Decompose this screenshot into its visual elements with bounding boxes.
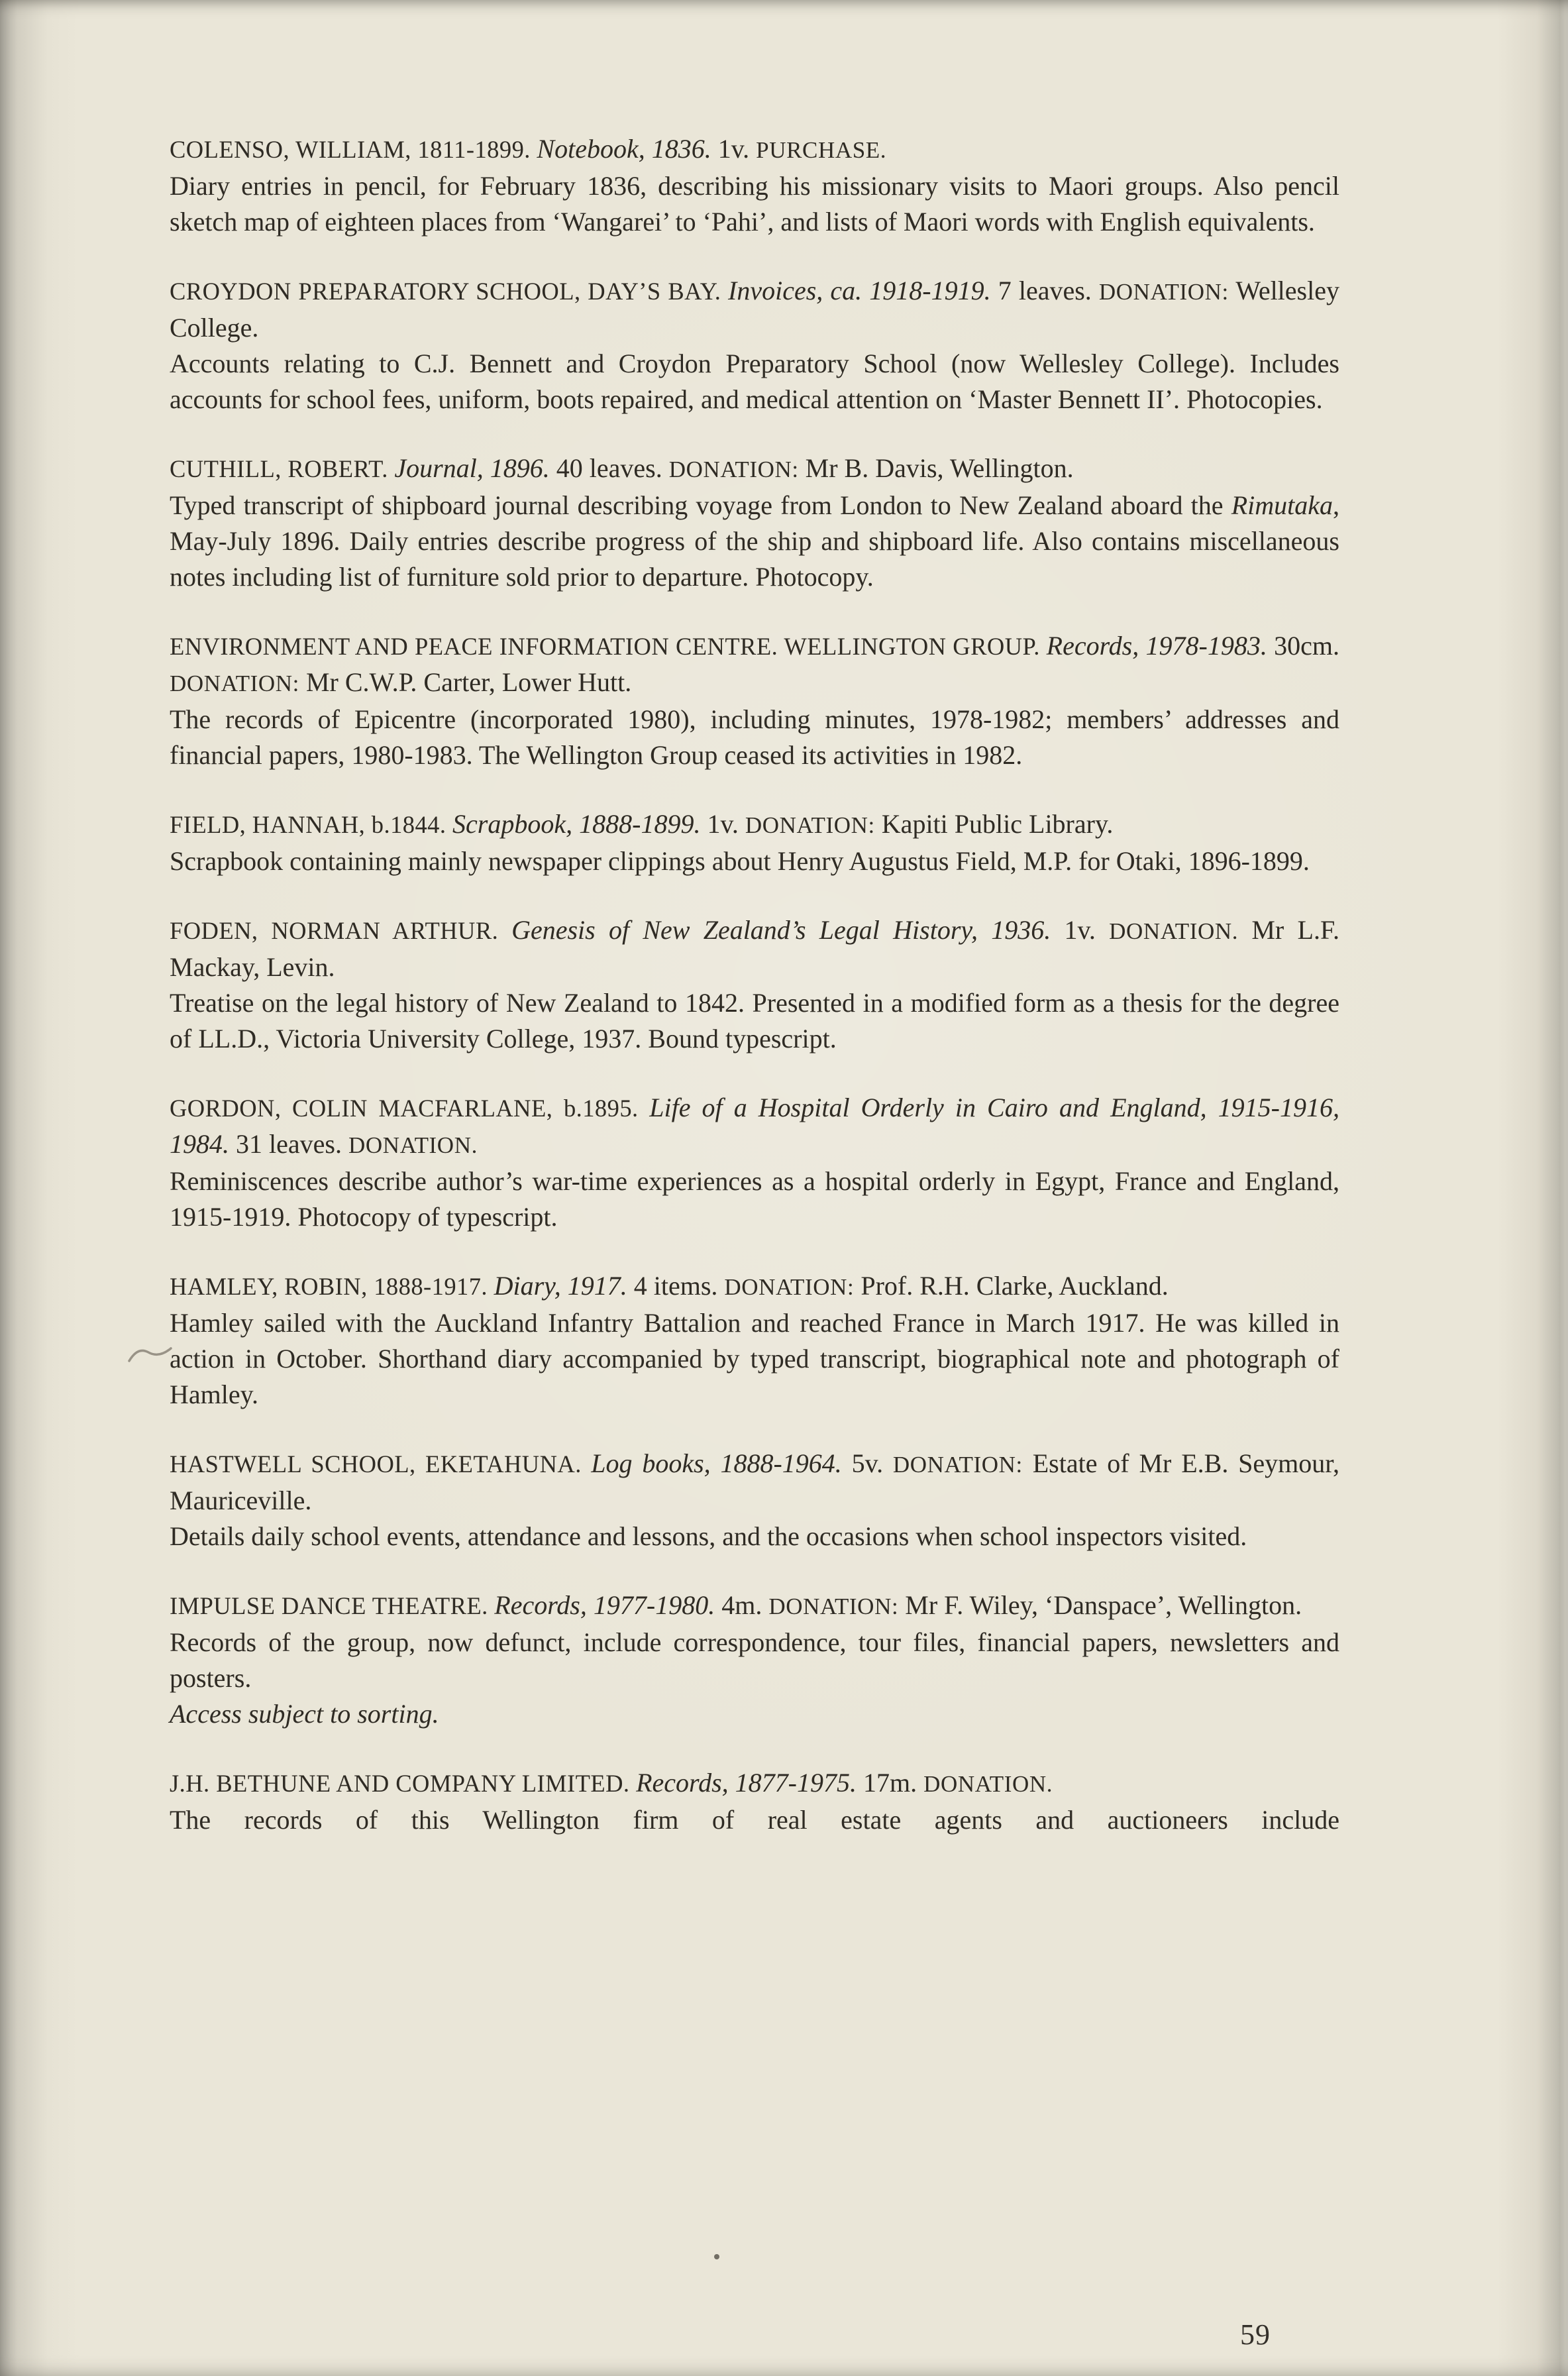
entry-acquisition-term: DONATION. (923, 1771, 1053, 1797)
entry-body-paragraph (170, 1625, 1339, 1696)
entry-name: FIELD, HANNAH, b.1844. (170, 811, 453, 838)
catalog-entry-7 (170, 1268, 1339, 1413)
entry-body-paragraph (170, 702, 1339, 773)
entry-acquisition-term: DONATION: (892, 1452, 1023, 1478)
entry-name: HASTWELL SCHOOL, EKETAHUNA. (170, 1450, 592, 1478)
entry-heading (170, 628, 1339, 702)
entry-title: Scrapbook, 1888-1899. (452, 809, 701, 839)
entry-title: Access subject to sorting. (170, 1699, 439, 1729)
entry-body-paragraph (170, 1696, 1339, 1732)
entry-heading (170, 131, 1339, 168)
entry-title: Records, 1978-1983. (1046, 631, 1267, 661)
catalog-entry-3 (170, 628, 1339, 773)
entry-acquisition-term: DONATION: (1098, 279, 1229, 305)
entry-text: The records of this Wellington firm of real estate agents and auctioneers include (170, 1805, 1339, 1835)
entry-text: Prof. R.H. Clarke, Auckland. (854, 1271, 1169, 1301)
entry-text: Treatise on the legal history of New Zealand to 1842. Presented in a modified form as a thesis for the degree of LL.D., Victoria University College, 1937. Bound typescript. (170, 988, 1339, 1053)
entry-text: 30cm. (1267, 631, 1339, 661)
entry-heading (170, 273, 1339, 346)
entry-text: Details daily school events, attendance and lessons, and the occasions when school inspectors visited. (170, 1521, 1247, 1551)
catalog-entry-4 (170, 806, 1339, 879)
entry-text: Mr B. Davis, Wellington. (798, 453, 1074, 483)
entry-text: , May-July 1896. Daily entries describe progress of the ship and shipboard life. Also contains miscellaneous notes including list of furniture sold prior to departure. Photocopy. (170, 490, 1339, 592)
entry-text: Mr L.F. Mackay, Levin. (170, 915, 1339, 982)
catalog-entry-6 (170, 1090, 1339, 1235)
entry-text: Diary entries in pencil, for February 1836, describing his missionary visits to Maori groups. Also pencil sketch map of eighteen places from ‘Wangarei’ to ‘Pahi’, and lists of Maori words with English equivalents. (170, 171, 1339, 237)
entry-acquisition-term: DONATION. (348, 1132, 478, 1158)
entry-acquisition-term: DONATION: (745, 812, 875, 838)
entry-name: ENVIRONMENT AND PEACE INFORMATION CENTRE. WELLINGTON GROUP. (170, 633, 1047, 660)
entry-text: Reminiscences describe author’s war-time experiences as a hospital orderly in Egypt, France and England, 1915-1919. Photocopy of typescript. (170, 1166, 1339, 1232)
entry-heading (170, 1588, 1339, 1625)
entry-text: Mr C.W.P. Carter, Lower Hutt. (299, 667, 632, 697)
entry-acquisition-term: DONATION: (170, 671, 299, 696)
scan-edge-shadow-left (0, 0, 48, 2376)
catalog-entry-5 (170, 912, 1339, 1057)
entry-body-paragraph (170, 1519, 1339, 1554)
entry-text: 1v. (700, 809, 745, 839)
entry-text: 17m. (857, 1768, 924, 1798)
entry-acquisition-term: DONATION: (724, 1274, 855, 1300)
entry-heading (170, 451, 1339, 488)
entry-name: J.H. BETHUNE AND COMPANY LIMITED. (170, 1770, 637, 1797)
catalog-entry-8 (170, 1446, 1339, 1554)
entry-text: Kapiti Public Library. (874, 809, 1114, 839)
entry-title: Genesis of New Zealand’s Legal History, 1936. (511, 915, 1051, 945)
entry-text: Estate of Mr E.B. Seymour, Mauriceville. (170, 1448, 1339, 1515)
entry-title: Log books, 1888-1964. (591, 1448, 842, 1478)
entry-body-paragraph (170, 843, 1339, 879)
catalog-entry-1 (170, 273, 1339, 417)
entry-text: Scrapbook containing mainly newspaper clippings about Henry Augustus Field, M.P. for Otaki, 1896-1899. (170, 846, 1310, 876)
entry-body-paragraph (170, 1163, 1339, 1235)
catalog-entry-2 (170, 451, 1339, 595)
entry-body-paragraph (170, 1802, 1339, 1838)
entry-text: 4m. (715, 1590, 769, 1620)
entry-title: Records, 1977-1980. (494, 1590, 715, 1620)
catalog-entry-0 (170, 131, 1339, 240)
entry-text: The records of Epicentre (incorporated 1980), including minutes, 1978-1982; members’ addresses and financial papers, 1980-1983. The Wellington Group ceased its activities in 1982. (170, 704, 1339, 770)
entry-name: CROYDON PREPARATORY SCHOOL, DAY’S BAY. (170, 278, 728, 305)
catalog-entry-10 (170, 1765, 1339, 1838)
entry-title: Life of a Hospital Orderly in Cairo and England, 1915-1916, 1984. (170, 1093, 1340, 1159)
entry-title: Journal, 1896. (394, 453, 550, 483)
entry-body-paragraph (170, 488, 1339, 595)
entry-heading (170, 1268, 1339, 1305)
entry-acquisition-term: DONATION: (668, 457, 799, 482)
entry-text: 4 items. (627, 1271, 725, 1301)
entry-body-paragraph (170, 985, 1339, 1057)
pencil-check-mark (127, 1340, 174, 1369)
entry-text: 7 leaves. (990, 276, 1099, 305)
entry-text: Hamley sailed with the Auckland Infantry Battalion and reached France in March 1917. He was killed in action in October. Shorthand diary accompanied by typed transcript, biographical note and photograph of Hamley. (170, 1308, 1339, 1409)
entry-body-paragraph (170, 168, 1339, 240)
entry-text: Accounts relating to C.J. Bennett and Croydon Preparatory School (now Wellesley College). Includes accounts for school fees, uniform, boots repaired, and medical attention on ‘Master Bennett II’. Photocopies. (170, 349, 1339, 414)
entry-title: Notebook, 1836. (537, 134, 711, 164)
entry-text: 40 leaves. (549, 453, 669, 483)
entry-text: Wellesley College. (170, 276, 1339, 343)
scan-edge-shadow-right (1528, 0, 1568, 2376)
entry-title: Rimutaka (1231, 490, 1333, 520)
page-number: 59 (1240, 2318, 1271, 2351)
entry-acquisition-term: DONATION: (768, 1593, 899, 1619)
entry-title: Invoices, ca. 1918-1919. (728, 276, 991, 305)
entry-text: Typed transcript of shipboard journal describing voyage from London to New Zealand aboard the (170, 490, 1231, 520)
entry-acquisition-term: DONATION. (1109, 918, 1239, 944)
entry-text: 1v. (711, 134, 757, 164)
entry-name: CUTHILL, ROBERT. (170, 455, 395, 482)
entry-text: 31 leaves. (229, 1129, 348, 1159)
entry-heading (170, 912, 1339, 985)
entry-body-paragraph (170, 346, 1339, 417)
entry-text: 1v. (1051, 915, 1110, 945)
entry-heading (170, 1765, 1339, 1802)
entry-title: Records, 1877-1975. (636, 1768, 857, 1798)
entries (170, 131, 1339, 1871)
entry-heading (170, 1090, 1339, 1163)
entry-title: Diary, 1917. (494, 1271, 627, 1301)
entry-text: Mr F. Wiley, ‘Danspace’, Wellington. (898, 1590, 1302, 1620)
entry-name: IMPULSE DANCE THEATRE. (170, 1592, 495, 1619)
scan-artifact-dot (714, 2254, 719, 2259)
entry-name: COLENSO, WILLIAM, 1811-1899. (170, 136, 537, 163)
entry-name: GORDON, COLIN MACFARLANE, b.1895. (170, 1095, 650, 1122)
entry-name: FODEN, NORMAN ARTHUR. (170, 917, 512, 944)
entry-text: 5v. (841, 1448, 893, 1478)
entry-name: HAMLEY, ROBIN, 1888-1917. (170, 1273, 494, 1300)
catalog-entry-9 (170, 1588, 1339, 1732)
entry-acquisition-term: PURCHASE. (756, 137, 887, 163)
entry-heading (170, 1446, 1339, 1519)
entry-heading (170, 806, 1339, 843)
entry-body-paragraph (170, 1305, 1339, 1413)
entry-text: Records of the group, now defunct, include correspondence, tour files, financial papers, newsletters and posters. (170, 1627, 1339, 1693)
